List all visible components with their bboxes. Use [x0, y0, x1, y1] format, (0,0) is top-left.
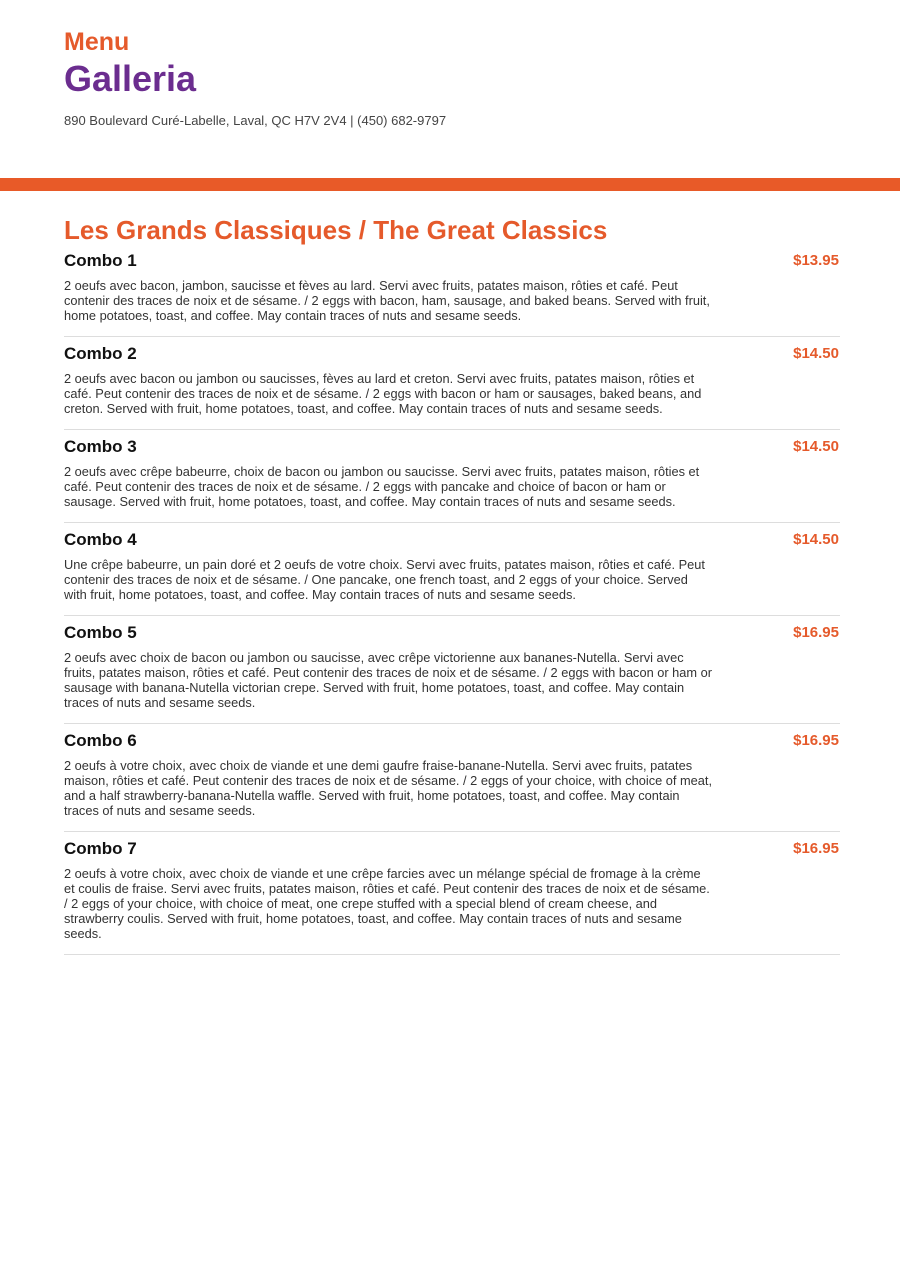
menu-item-description: 2 oeufs avec bacon, jambon, saucisse et fèves au lard. Servi avec fruits, patates maison, rôties et café. Peut contenir des traces de noix et de sésame. / 2 eggs with bacon, ham, sausage, and baked beans. Served with fruit, home potatoes, toast, and coffee. May contain traces of nuts and sesame seeds. — [64, 278, 710, 323]
menu-header — [64, 28, 844, 129]
menu-item-name: Combo 7 — [64, 839, 137, 858]
menu-item-price: $16.95 — [793, 624, 839, 641]
header-divider-bar — [0, 178, 900, 191]
section-title: Les Grands Classiques / The Great Classics — [64, 215, 608, 245]
menu-item-price: $14.50 — [793, 438, 839, 455]
menu-item-combo-4 — [64, 529, 840, 616]
restaurant-address: 890 Boulevard Curé-Labelle, Laval, QC H7V 2V4 | (450) 682-9797 — [64, 113, 447, 128]
menu-item-description: 2 oeufs avec crêpe babeurre, choix de bacon ou jambon ou saucisse. Servi avec fruits, patates maison, rôties et café. Peut contenir des traces de noix et de sésame. / 2 eggs with pancake and choice of bacon or ham or sausage. Served with fruit, home potatoes, toast, and coffee. May contain traces of nuts and sesame seeds. — [64, 464, 700, 509]
menu-item-name: Combo 1 — [64, 251, 137, 270]
menu-item-description: Une crêpe babeurre, un pain doré et 2 oeufs de votre choix. Servi avec fruits, patates maison, rôties et café. Peut contenir des traces de noix et de sésame. / One pancake, one french toast, and 2 eggs of your choice. Served with fruit, home potatoes, toast, and coffee. May contain traces of nuts and sesame seeds. — [64, 557, 705, 602]
menu-section-great-classics — [64, 214, 840, 961]
menu-item-description: 2 oeufs avec bacon ou jambon ou saucisses, fèves au lard et creton. Servi avec fruits, patates maison, rôties et café. Peut contenir des traces de noix et de sésame. / 2 eggs with bacon or ham or sausages, baked beans, and creton. Served with fruit, home potatoes, toast, and coffee. May contain traces of nuts and sesame seeds. — [64, 371, 702, 416]
menu-item-price: $14.50 — [793, 345, 839, 362]
menu-item-combo-3 — [64, 436, 840, 523]
menu-item-combo-7 — [64, 838, 840, 955]
menu-item-price: $13.95 — [793, 252, 839, 269]
menu-label: Menu — [64, 28, 130, 56]
menu-item-name: Combo 5 — [64, 623, 137, 642]
menu-item-name: Combo 6 — [64, 731, 137, 750]
menu-item-name: Combo 4 — [64, 530, 137, 549]
menu-item-description: 2 oeufs à votre choix, avec choix de viande et une demi gaufre fraise-banane-Nutella. Servi avec fruits, patates maison, rôties et café. Peut contenir des traces de noix et de sésame. / 2 eggs of your choice, with choice of meat, and a half strawberry-banana-Nutella waffle. Served with fruit, home potatoes, toast, and coffee. May contain traces of nuts and sesame seeds. — [64, 758, 713, 818]
menu-item-combo-5 — [64, 622, 840, 724]
menu-item-description: 2 oeufs à votre choix, avec choix de viande et une crêpe farcies avec un mélange spécial de fromage à la crème et coulis de fraise. Servi avec fruits, patates maison, rôties et café. Peut contenir des traces de noix et de sésame. / 2 eggs of your choice, with choice of meat, one crepe stuffed with a special blend of cream cheese, and strawberry coulis. Served with fruit, home potatoes, toast, and coffee. May contain traces of nuts and sesame seeds. — [64, 866, 710, 941]
menu-item-combo-6 — [64, 730, 840, 832]
menu-item-description: 2 oeufs avec choix de bacon ou jambon ou saucisse, avec crêpe victorienne aux bananes-Nutella. Servi avec fruits, patates maison, rôties et café. Peut contenir des traces de noix et de sésame. / 2 eggs with bacon or ham or sausage with banana-Nutella victorian crepe. Served with fruit, home potatoes, toast, and coffee. May contain traces of nuts and sesame seeds. — [64, 650, 713, 710]
menu-item-list — [64, 250, 840, 955]
menu-item-price: $16.95 — [793, 732, 839, 749]
menu-item-price: $16.95 — [793, 840, 839, 857]
menu-item-price: $14.50 — [793, 531, 839, 548]
menu-item-name: Combo 2 — [64, 344, 137, 363]
restaurant-name: Galleria — [64, 58, 197, 99]
menu-item-combo-2 — [64, 343, 840, 430]
menu-item-name: Combo 3 — [64, 437, 137, 456]
menu-item-combo-1 — [64, 250, 840, 337]
